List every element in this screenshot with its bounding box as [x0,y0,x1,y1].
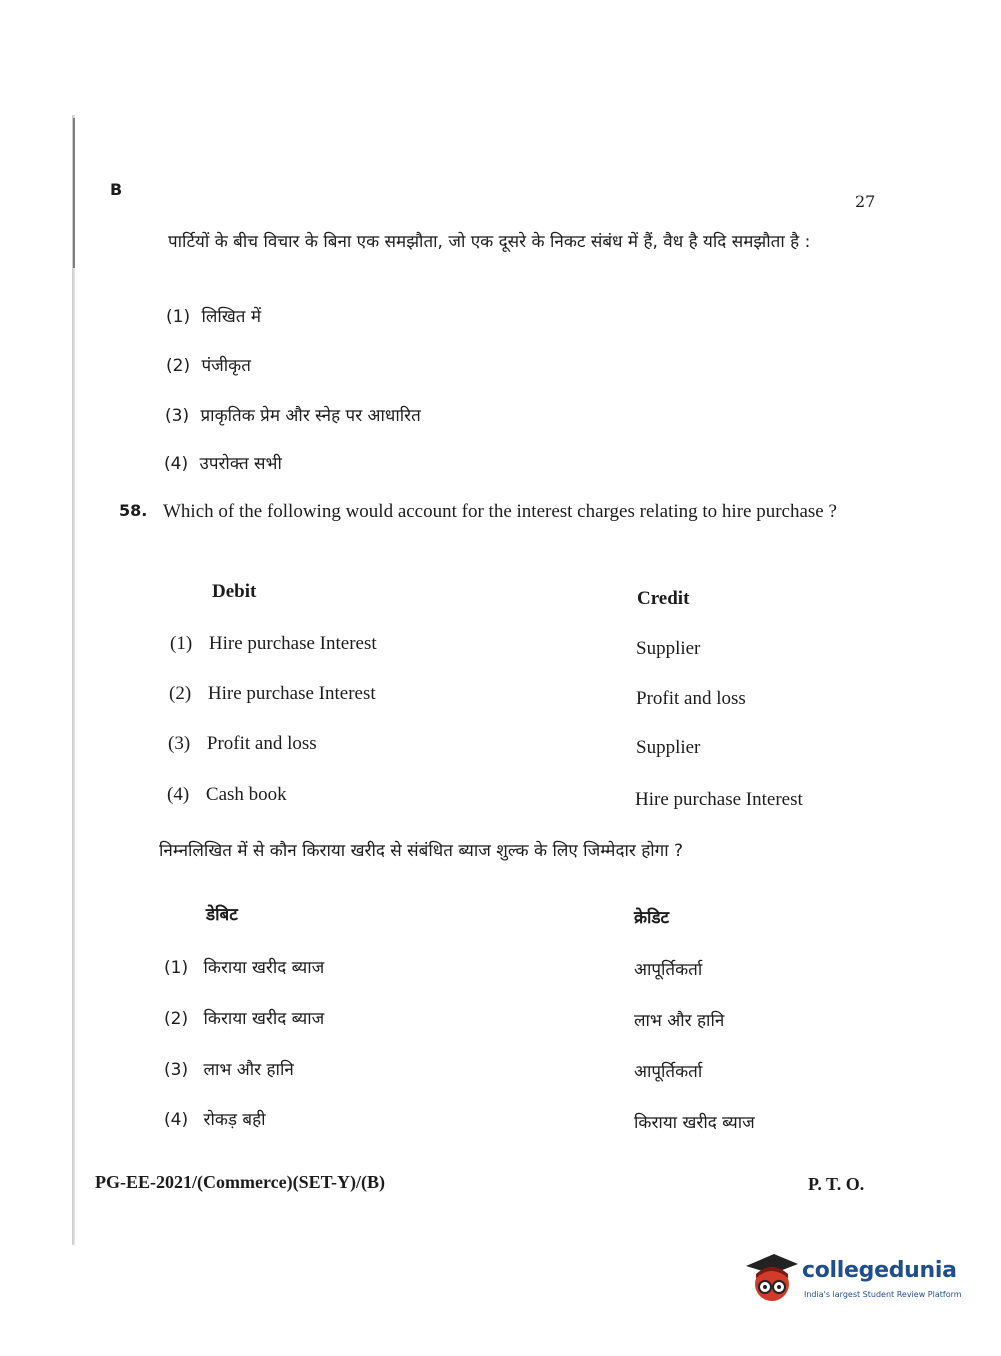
debit-entry: Hire purchase Interest [207,683,376,704]
option-number: (1) [166,307,191,327]
option-number: (1) [170,633,193,654]
debit-entry: रोकड़ बही [203,1110,266,1130]
credit-heading: Credit [637,588,690,609]
q58-hindi-option-2-debit [164,1006,324,1029]
option-text: पंजीकृत [201,356,251,376]
q57-option-1 [166,304,261,327]
debit-entry: किराया खरीद ब्याज [203,958,325,978]
option-text: उपरोक्त सभी [199,454,282,474]
q58-option-2-debit [169,683,376,705]
scan-edge-shadow [72,115,75,1245]
debit-entry: Hire purchase Interest [208,633,377,654]
brand-tagline: India's largest Student Review Platform [804,1290,962,1299]
q58-option-1-debit [170,633,377,655]
debit-heading: Debit [212,581,257,602]
option-number: (4) [164,1110,189,1130]
option-text: लिखित में [201,307,261,327]
option-number: (2) [166,356,191,376]
question-number: 58. [119,501,148,520]
option-number: (4) [167,784,190,805]
q58-stem-hindi: निम्नलिखित में से कौन किराया खरीद से संबंधित ब्याज शुल्क के लिए जिम्मेदार होगा ? [159,841,684,861]
pto-marker: P. T. O. [808,1174,865,1194]
q57-option-4 [164,451,282,474]
mascot-icon [742,1250,800,1308]
q58-option-3-credit: Supplier [636,737,701,758]
option-text: प्राकृतिक प्रेम और स्नेह पर आधारित [200,406,421,426]
q58-option-3-debit [168,733,317,755]
option-number: (4) [164,454,189,474]
page-number: 27 [855,192,876,211]
collegedunia-watermark [742,1250,972,1312]
scan-edge-mark [73,118,75,268]
option-number: (3) [164,1060,189,1080]
debit-entry: लाभ और हानि [203,1060,294,1080]
option-number: (3) [165,406,190,426]
q58-hindi-option-3-credit: आपूर्तिकर्ता [634,1062,703,1082]
brand-name: collegedunia [802,1258,957,1283]
paper-code: PG-EE-2021/(Commerce)(SET-Y)/(B) [95,1172,385,1192]
q58-option-4-debit [167,784,287,806]
q57-option-2 [166,353,251,376]
q58-stem-english: Which of the following would account for the interest charges relating to hire purchase ? [163,501,837,522]
q58-hindi-option-1-credit: आपूर्तिकर्ता [634,960,703,980]
q58-hindi-option-4-credit: किराया खरीद ब्याज [634,1113,755,1133]
option-number: (3) [168,733,191,754]
option-number: (1) [164,958,189,978]
debit-entry: किराया खरीद ब्याज [203,1009,325,1029]
q58-option-2-credit: Profit and loss [636,688,746,709]
debit-entry: Cash book [205,784,287,805]
debit-heading-hindi: डेबिट [206,905,238,925]
set-letter: B [110,180,123,199]
q58-hindi-option-1-debit [164,955,324,978]
option-number: (2) [169,683,192,704]
q57-hindi-stem: पार्टियों के बीच विचार के बिना एक समझौता, जो एक दूसरे के निकट संबंध में हैं, वैध है यदि समझौता है : [168,232,811,252]
q58-hindi-option-4-debit [164,1107,266,1130]
q58-hindi-option-3-debit [164,1057,294,1080]
option-number: (2) [164,1009,189,1029]
q58-option-4-credit: Hire purchase Interest [635,789,803,810]
debit-entry: Profit and loss [206,733,317,754]
q57-option-3 [165,403,421,426]
q58-option-1-credit: Supplier [636,638,701,659]
q58-hindi-option-2-credit: लाभ और हानि [634,1011,725,1031]
credit-heading-hindi: क्रेडिट [634,908,670,928]
